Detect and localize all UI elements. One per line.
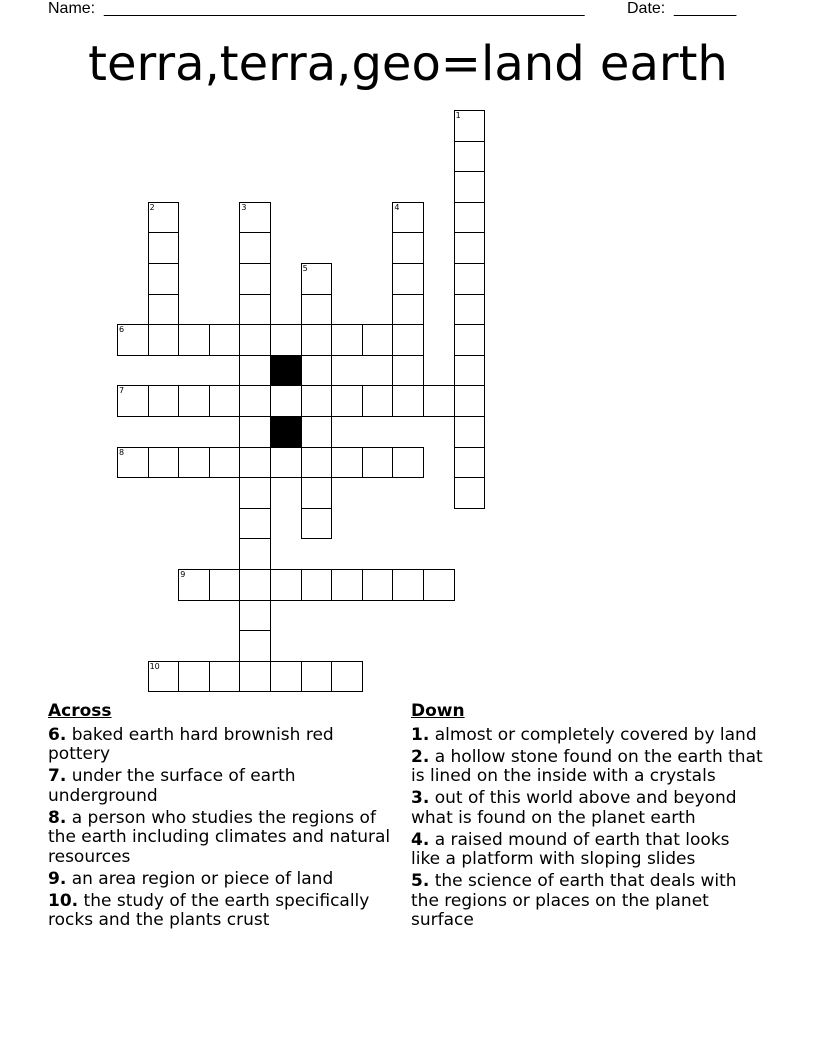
grid-cell[interactable] <box>301 477 333 509</box>
clue-text: an area region or piece of land <box>71 868 334 889</box>
grid-cell[interactable] <box>148 447 180 479</box>
clue-text: the study of the earth specifically rocks and the plants crust <box>48 890 370 930</box>
grid-cell[interactable] <box>148 661 180 693</box>
grid-cell[interactable] <box>239 355 271 387</box>
grid-cell[interactable] <box>239 477 271 509</box>
cell-number: 4 <box>394 202 400 212</box>
across-clue-6 <box>48 726 400 765</box>
grid-cell[interactable] <box>301 661 333 693</box>
grid-cell[interactable] <box>117 385 149 417</box>
grid-cell[interactable] <box>178 324 210 356</box>
grid-cell[interactable] <box>392 263 424 295</box>
grid-cell[interactable] <box>178 447 210 479</box>
clue-number: 6. <box>48 724 67 745</box>
down-clue-3 <box>411 789 763 828</box>
grid-cell[interactable] <box>392 385 424 417</box>
grid-cell[interactable] <box>270 447 302 479</box>
clue-text: a hollow stone found on the earth that is lined on the inside with a crystals <box>411 746 763 786</box>
grid-cell[interactable] <box>239 416 271 448</box>
cell-number: 1 <box>455 111 461 120</box>
grid-cell[interactable] <box>239 538 271 570</box>
clue-number: 5. <box>411 871 430 891</box>
clue-number: 9. <box>48 868 67 889</box>
grid-cell[interactable] <box>454 355 486 387</box>
across-clue-9 <box>48 870 400 890</box>
across-clues <box>48 702 400 933</box>
grid-cell[interactable] <box>331 324 363 356</box>
grid-cell[interactable] <box>239 447 271 479</box>
down-clue-1 <box>411 726 763 746</box>
cell-number: 5 <box>302 264 308 273</box>
grid-cell[interactable] <box>454 416 486 448</box>
clue-number: 4. <box>411 829 430 850</box>
grid-cell[interactable] <box>454 202 486 234</box>
cell-number: 3 <box>241 202 247 212</box>
grid-cell[interactable] <box>301 447 333 479</box>
clue-number: 10. <box>48 890 79 911</box>
grid-cell[interactable] <box>148 232 180 264</box>
grid-cell[interactable] <box>392 232 424 264</box>
clue-text: a person who studies the regions of the earth including climates and natural resources <box>48 807 391 867</box>
grid-cell[interactable] <box>209 324 241 356</box>
grid-cell[interactable] <box>148 263 180 295</box>
grid-cell[interactable] <box>209 385 241 417</box>
grid-cell[interactable] <box>392 569 424 601</box>
grid-cell[interactable] <box>148 202 180 234</box>
grid-cell[interactable] <box>239 385 271 417</box>
grid-cell[interactable] <box>239 202 271 234</box>
clue-text: out of this world above and beyond what is found on the planet earth <box>411 788 737 828</box>
clue-text: under the surface of earth underground <box>48 766 296 806</box>
grid-cell[interactable] <box>454 477 486 509</box>
grid-cell[interactable] <box>239 232 271 264</box>
grid-cell[interactable] <box>270 385 302 417</box>
grid-cell[interactable] <box>301 416 333 448</box>
grid-cell[interactable] <box>178 661 210 693</box>
grid-cell[interactable] <box>148 324 180 356</box>
down-clue-2 <box>411 748 763 787</box>
grid-cell[interactable] <box>239 600 271 632</box>
grid-cell[interactable] <box>454 263 486 295</box>
grid-cell[interactable] <box>209 569 241 601</box>
across-clue-7 <box>48 767 400 806</box>
clue-number: 7. <box>48 766 67 786</box>
cell-number: 6 <box>119 325 125 335</box>
grid-cell[interactable] <box>392 324 424 356</box>
grid-cell[interactable] <box>362 385 394 417</box>
name-label: Name: <box>48 0 96 17</box>
grid-cell[interactable] <box>301 263 333 295</box>
grid-cell[interactable] <box>362 447 394 479</box>
black-square <box>270 355 302 387</box>
cell-number: 10 <box>149 661 160 671</box>
clue-number: 3. <box>411 788 430 808</box>
grid-cell[interactable] <box>117 447 149 479</box>
grid-cell[interactable] <box>301 324 333 356</box>
grid-cell[interactable] <box>331 447 363 479</box>
grid-cell[interactable] <box>301 508 333 540</box>
grid-cell[interactable] <box>270 569 302 601</box>
down-clue-5 <box>411 872 763 931</box>
grid-cell[interactable] <box>423 385 455 417</box>
down-clues <box>411 702 763 933</box>
grid-cell[interactable] <box>392 355 424 387</box>
page-title: terra,terra,geo=land earth <box>88 36 728 92</box>
grid-cell[interactable] <box>331 661 363 693</box>
across-clue-8 <box>48 809 400 868</box>
grid-cell[interactable] <box>239 661 271 693</box>
across-clue-10 <box>48 892 400 931</box>
down-clue-4 <box>411 831 763 870</box>
grid-cell[interactable] <box>423 569 455 601</box>
down-heading: Down <box>411 701 465 721</box>
grid-cell[interactable] <box>178 385 210 417</box>
grid-cell[interactable] <box>454 447 486 479</box>
date-label: Date: <box>627 0 666 17</box>
grid-cell[interactable] <box>270 324 302 356</box>
grid-cell[interactable] <box>331 385 363 417</box>
grid-cell[interactable] <box>239 324 271 356</box>
cell-number: 7 <box>119 386 125 396</box>
grid-cell[interactable] <box>270 661 302 693</box>
grid-cell[interactable] <box>148 385 180 417</box>
grid-cell[interactable] <box>239 630 271 662</box>
grid-cell[interactable] <box>362 324 394 356</box>
date-line[interactable]: _______ <box>674 0 737 17</box>
grid-cell[interactable] <box>239 263 271 295</box>
grid-cell[interactable] <box>454 232 486 264</box>
grid-cell[interactable] <box>331 569 363 601</box>
grid-cell[interactable] <box>362 569 394 601</box>
grid-cell[interactable] <box>148 294 180 326</box>
grid-cell[interactable] <box>454 385 486 417</box>
grid-cell[interactable] <box>301 355 333 387</box>
clue-text: baked earth hard brownish red pottery <box>48 724 334 764</box>
grid-cell[interactable] <box>392 294 424 326</box>
grid-cell[interactable] <box>239 508 271 540</box>
grid-cell[interactable] <box>301 294 333 326</box>
grid-cell[interactable] <box>454 141 486 173</box>
clue-number: 8. <box>48 807 67 828</box>
clue-text: the science of earth that deals with the regions or places on the planet surface <box>411 871 737 930</box>
clue-number: 1. <box>411 724 430 745</box>
black-square <box>270 416 302 448</box>
grid-cell[interactable] <box>209 661 241 693</box>
clue-text: almost or completely covered by land <box>434 724 757 745</box>
cell-number: 2 <box>149 202 155 212</box>
grid-cell[interactable] <box>178 569 210 601</box>
clue-text: a raised mound of earth that looks like a platform with sloping slides <box>411 829 730 869</box>
grid-cell[interactable] <box>209 447 241 479</box>
grid-cell[interactable] <box>454 324 486 356</box>
cell-number: 9 <box>180 570 186 579</box>
grid-cell[interactable] <box>454 171 486 203</box>
cell-number: 8 <box>119 447 125 457</box>
grid-cell[interactable] <box>239 569 271 601</box>
grid-cell[interactable] <box>301 569 333 601</box>
grid-cell[interactable] <box>392 447 424 479</box>
name-line[interactable]: ______________________________________________________ <box>104 0 585 17</box>
grid-cell[interactable] <box>454 294 486 326</box>
clue-number: 2. <box>411 746 430 767</box>
grid-cell[interactable] <box>454 110 486 142</box>
grid-cell[interactable] <box>392 202 424 234</box>
grid-cell[interactable] <box>301 385 333 417</box>
grid-cell[interactable] <box>239 294 271 326</box>
across-heading: Across <box>48 701 112 721</box>
grid-cell[interactable] <box>117 324 149 356</box>
